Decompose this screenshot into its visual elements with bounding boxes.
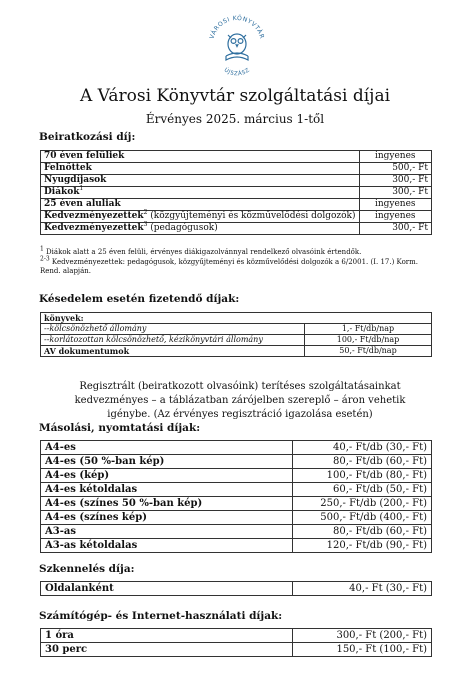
row-price: 100,- Ft/db (80,- Ft) [293,469,432,483]
row-price: 120,- Ft/db (90,- Ft) [293,539,432,553]
row-price: 1,- Ft/db/nap [305,324,432,335]
row-price: 80,- Ft/db (60,- Ft) [293,525,432,539]
row-price: ingyenes [359,151,431,163]
row-price: 100,- Ft/db/nap [305,335,432,346]
row-price: 300,- Ft [359,175,431,187]
copy-fee-table [40,440,432,553]
row-label: 1 óra [41,629,293,643]
table-row [41,483,432,497]
row-label: Nyugdíjasok [41,175,360,187]
svg-text:ÚJSZÁSZ [223,66,251,77]
row-label: --korlátozottan kölcsönözhető, kézikönyvtári állomány [41,335,305,346]
row-price: 500,- Ft/db (400,- Ft) [293,511,432,525]
row-price: 40,- Ft/db (30,- Ft) [293,441,432,455]
table-row [41,441,432,455]
table-row [41,525,432,539]
table-row [41,643,432,657]
table-row [41,539,432,553]
row-label: Felnőttek [41,163,360,175]
row-label: A4-es kétoldalas [41,483,293,497]
logo-arc-top-text: VÁROSI KÖNYVTÁR [208,14,266,40]
row-label: A3-as [41,525,293,539]
row-price: 40,- Ft (30,- Ft) [293,582,432,596]
row-label: A3-as kétoldalas [41,539,293,553]
table-row [41,151,432,163]
row-label: A4-es [41,441,293,455]
table-row [41,187,432,199]
table-row [41,511,432,525]
row-label: Kedvezményezettek$^2$ (közgyűjteményi és közművelődési dolgozók) [41,211,360,223]
table-row [41,469,432,483]
table-row [41,346,432,357]
row-label: 30 perc [41,643,293,657]
row-price: 250,- Ft/db (200,- Ft) [293,497,432,511]
group-label: könyvek: [41,313,432,324]
row-label: AV dokumentumok [41,346,305,357]
internet-fee-table [40,628,432,657]
internet-heading: Számítógép- és Internet-használati díjak: [39,610,283,622]
registration-fee-table [40,150,432,235]
table-row [41,335,432,346]
row-price: 300,- Ft [359,223,431,235]
table-row [41,223,432,235]
table-row [41,163,432,175]
row-price: 60,- Ft/db (50,- Ft) [293,483,432,497]
row-price: 300,- Ft (200,- Ft) [293,629,432,643]
row-price: 50,- Ft/db/nap [305,346,432,357]
table-row [41,324,432,335]
library-owl-logo [205,4,269,84]
table-row [41,582,432,596]
footnote-1: $^1$ Diákok alatt a 25 éven felüli, érvényes diákigazolvánnyal rendelkező olvasóink értendők. [40,245,362,256]
table-row [41,455,432,469]
row-label: A4-es (kép) [41,469,293,483]
footnote-2: $^{2-3}$ Kedvezményezettek: pedagógusok, közgyűjteményi és közművelődési dolgozók a 6/2001. (I. 17.) Korm. Rend. alapján. [40,255,418,275]
table-row [41,497,432,511]
scan-heading: Szkennelés díja: [39,563,135,575]
copy-heading: Másolási, nyomtatási díjak: [39,422,201,434]
row-label: A4-es (színes kép) [41,511,293,525]
table-row [41,199,432,211]
row-price: ingyenes [359,211,431,223]
row-label: Kedvezményezettek$^3$ (pedagógusok) [41,223,360,235]
row-label: A4-es (színes 50 %-ban kép) [41,497,293,511]
svg-text:VÁROSI KÖNYVTÁR [209,15,266,40]
table-row [41,629,432,643]
table-row [41,175,432,187]
late-fee-heading: Késedelem esetén fizetendő díjak: [39,293,240,305]
row-label: Oldalanként [41,582,293,596]
registration-heading: Beiratkozási díj: [39,131,136,143]
row-label: --kölcsönözhető állomány [41,324,305,335]
page-title: A Városi Könyvtár szolgáltatási díjai [79,86,391,106]
row-price: ingyenes [359,199,431,211]
row-price: 80,- Ft/db (60,- Ft) [293,455,432,469]
row-label: 70 éven felüliek [41,151,360,163]
table-row [41,313,432,324]
scan-fee-table [40,581,432,596]
row-price: 300,- Ft [359,187,431,199]
page-subtitle: Érvényes 2025. március 1-től [145,112,325,126]
table-row [41,211,432,223]
row-label: A4-es (50 %-ban kép) [41,455,293,469]
row-price: 500,- Ft [359,163,431,175]
row-price: 150,- Ft (100,- Ft) [293,643,432,657]
row-label: Diákok$^1$ [41,187,360,199]
row-label: 25 éven aluliak [41,199,360,211]
logo-arc-bottom-text: ÚJSZÁSZ [222,67,252,78]
late-fee-table [40,312,432,357]
discount-note: Regisztrált (beiratkozott olvasóink) terítéses szolgáltatásainkat kedvezményes – a táblázatban zárójelben szereplő – áron vehetik igénybe. (Az érvényes regisztráció igazolása esetén) [74,381,406,420]
